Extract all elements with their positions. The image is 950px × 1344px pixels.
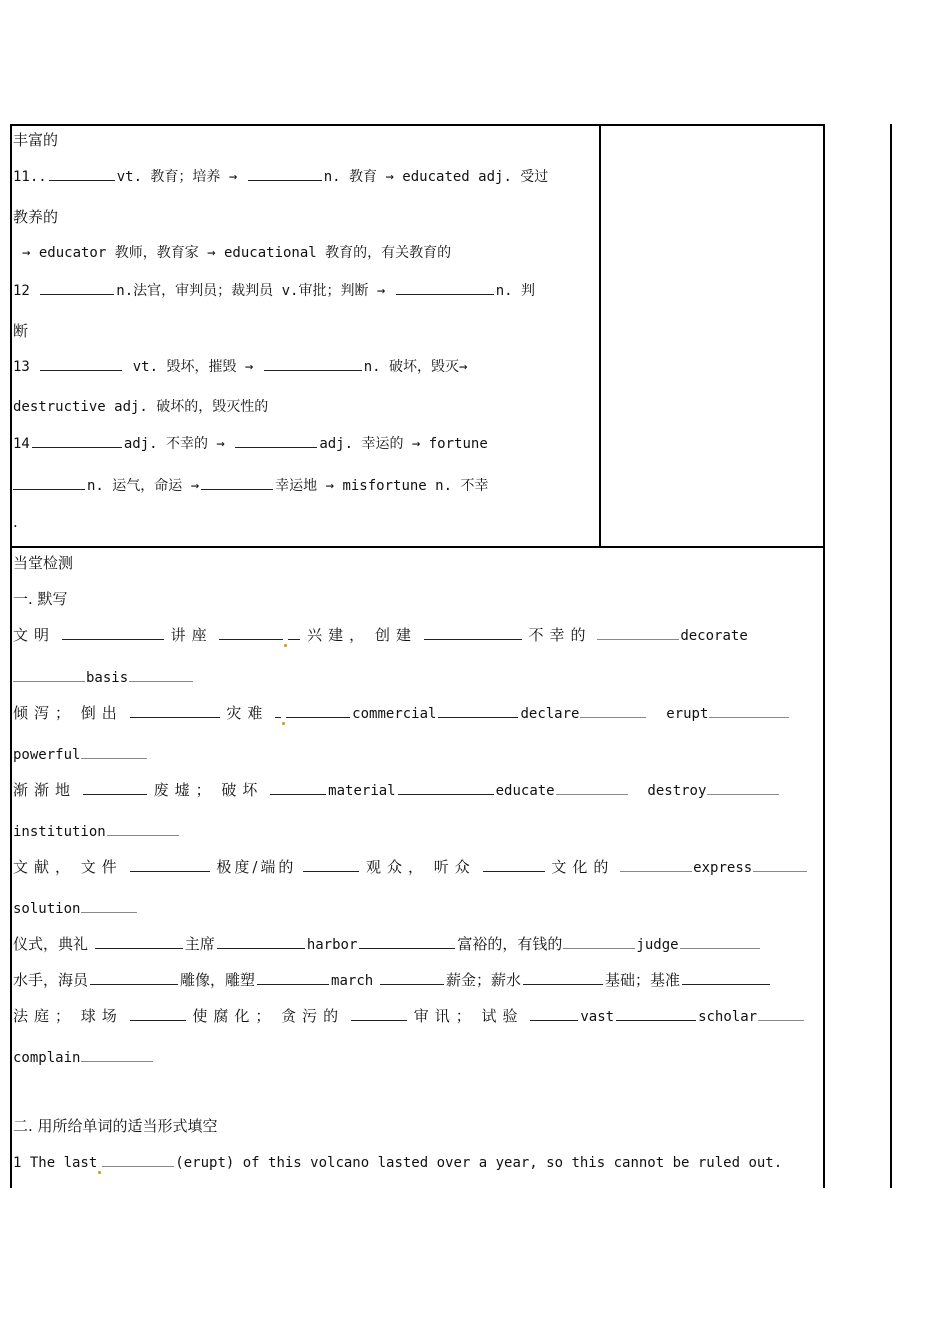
answer-blank[interactable] [380, 969, 444, 985]
vocab-line-13 [13, 355, 467, 377]
answer-blank[interactable] [616, 1005, 696, 1021]
prompt-word: 审讯； [413, 1007, 477, 1025]
prompt-word: 雕像，雕塑 [180, 971, 256, 989]
answer-blank[interactable] [438, 702, 518, 718]
prompt-word: 文化的 [551, 858, 615, 876]
prompt-word: 试验 [481, 1007, 524, 1025]
vocab-text: 幸运地 → misfortune n. 不幸 [275, 478, 489, 494]
check-title: 当堂检测 [13, 554, 74, 572]
vocab-text: vt. 教育；培养 → [116, 169, 238, 185]
prompt-word: 水手，海员 [13, 971, 89, 989]
prompt-word: harbor [306, 937, 358, 953]
answer-blank[interactable] [13, 666, 85, 682]
dictation-row [13, 969, 772, 991]
vocab-text: 14 [13, 436, 30, 452]
prompt-word: declare [520, 706, 580, 722]
answer-blank[interactable] [359, 933, 455, 949]
prompt-word: 听众 [433, 858, 476, 876]
dictation-row [13, 743, 148, 765]
answer-blank[interactable] [556, 779, 628, 795]
vocab-text: 丰富的 [13, 131, 59, 149]
vocab-line [22, 242, 451, 264]
answer-blank[interactable] [275, 702, 281, 718]
answer-blank[interactable] [257, 969, 329, 985]
prompt-word: decorate [680, 628, 748, 644]
prompt-word: 贪污的 [281, 1007, 345, 1025]
answer-blank[interactable] [130, 702, 220, 718]
mark-dot [284, 644, 287, 647]
answer-blank[interactable] [13, 474, 85, 490]
prompt-word: 讲座 [170, 626, 213, 644]
answer-blank[interactable] [286, 702, 350, 718]
answer-blank[interactable] [81, 743, 147, 759]
prompt-word: powerful [13, 747, 81, 763]
dictation-row [13, 820, 180, 842]
page-margin-line [890, 124, 892, 1188]
answer-blank[interactable] [523, 969, 603, 985]
vocab-text: n. 判 [495, 283, 536, 299]
prompt-word: 兴建， [307, 626, 371, 644]
vocab-text: n. 破坏，毁灭→ [363, 359, 468, 375]
prompt-word: erupt [666, 706, 709, 722]
prompt-word: complain [13, 1050, 81, 1066]
table-column-divider [599, 124, 601, 548]
answer-blank[interactable] [235, 432, 317, 448]
dictation-row [13, 897, 138, 919]
table-left-border [10, 124, 12, 1188]
question-1 [13, 1151, 782, 1173]
prompt-word: 创建 [374, 626, 417, 644]
vocab-text: n. 运气，命运 → [87, 478, 200, 494]
vocab-line [13, 129, 58, 151]
answer-blank[interactable] [580, 702, 646, 718]
prompt-word: 倒出 [80, 704, 123, 722]
answer-blank[interactable] [248, 165, 322, 181]
question-text: 1 The last [13, 1155, 98, 1171]
prompt-word: 不幸的 [528, 626, 592, 644]
prompt-word: vast [580, 1009, 615, 1025]
vocab-text: vt. 毁坏，摧毁 → [132, 359, 254, 375]
vocab-line [13, 206, 58, 228]
prompt-word: destroy [647, 783, 707, 799]
answer-blank[interactable] [424, 624, 522, 640]
answer-blank[interactable] [129, 666, 193, 682]
answer-blank[interactable] [95, 933, 183, 949]
prompt-word: 灾难 [226, 704, 269, 722]
prompt-word: material [328, 783, 396, 799]
prompt-word: march [331, 973, 374, 989]
part-two-heading [13, 1115, 218, 1137]
prompt-word: basis [86, 670, 129, 686]
answer-blank[interactable] [40, 355, 122, 371]
prompt-word: scholar [698, 1009, 758, 1025]
answer-blank[interactable] [620, 856, 692, 872]
prompt-word: 文明 [13, 626, 56, 644]
prompt-word: 基础；基准 [604, 971, 680, 989]
answer-blank[interactable] [288, 624, 300, 640]
prompt-word: 破坏 [221, 781, 264, 799]
part-one-heading [13, 588, 68, 610]
prompt-word: express [693, 860, 753, 876]
prompt-word: judge [636, 937, 679, 953]
vocab-line-11 [13, 165, 548, 187]
vocab-text: n. 教育 → educated adj. 受过 [323, 169, 549, 185]
dictation-row [13, 1046, 154, 1068]
answer-blank[interactable] [264, 355, 362, 371]
answer-blank[interactable] [32, 432, 122, 448]
answer-blank[interactable] [758, 1005, 804, 1021]
dictation-row [13, 702, 790, 724]
prompt-word: 仪式，典礼 [13, 935, 89, 953]
answer-blank[interactable] [483, 856, 545, 872]
vocab-text: destructive adj. 破坏的，毁灭性的 [13, 399, 269, 415]
vocab-line [13, 511, 18, 533]
answer-blank[interactable] [680, 933, 760, 949]
vocab-text: 12 [13, 283, 30, 299]
table-right-border [823, 124, 825, 1188]
part-one-title: 一. 默写 [13, 590, 68, 608]
dictation-row [13, 666, 194, 688]
prompt-word: 球场 [80, 1007, 123, 1025]
prompt-word: 渐渐地 [13, 781, 77, 799]
mark-dot [98, 1171, 101, 1174]
prompt-word: 法庭； [13, 1007, 77, 1025]
answer-blank[interactable] [107, 820, 179, 836]
vocab-text: 11.. [13, 169, 47, 185]
answer-blank[interactable] [102, 1151, 174, 1167]
answer-blank[interactable] [49, 165, 115, 181]
answer-blank[interactable] [83, 779, 147, 795]
answer-blank[interactable] [709, 702, 789, 718]
answer-blank[interactable] [81, 1046, 153, 1062]
dictation-row [13, 624, 748, 646]
table-row-divider [10, 546, 825, 548]
answer-blank[interactable] [62, 624, 164, 640]
answer-blank[interactable] [398, 779, 494, 795]
prompt-word: 观众， [366, 858, 430, 876]
answer-blank[interactable] [303, 856, 359, 872]
vocab-text: → educator 教师，教育家 → educational 教育的，有关教育的 [22, 245, 452, 261]
prompt-word: 废墟； [153, 781, 217, 799]
answer-blank[interactable] [81, 897, 137, 913]
dictation-row [13, 1005, 805, 1027]
answer-blank[interactable] [597, 624, 679, 640]
answer-blank[interactable] [130, 856, 210, 872]
dictation-row [13, 779, 780, 801]
vocab-text: n.法官，审判员；裁判员 v.审批；判断 → [116, 283, 386, 299]
dictation-row [13, 856, 808, 878]
vocab-text: 教养的 [13, 208, 59, 226]
answer-blank[interactable] [396, 279, 494, 295]
vocab-line [13, 474, 488, 496]
answer-blank[interactable] [530, 1005, 578, 1021]
prompt-word: 倾泻； [13, 704, 77, 722]
part-two-title: 二. 用所给单词的适当形式填空 [13, 1117, 218, 1135]
vocab-text: 断 [13, 322, 29, 340]
answer-blank[interactable] [130, 1005, 186, 1021]
answer-blank[interactable] [753, 856, 807, 872]
answer-blank[interactable] [90, 969, 178, 985]
prompt-word: commercial [352, 706, 437, 722]
mark-dot [282, 722, 285, 725]
prompt-word: solution [13, 901, 81, 917]
answer-blank[interactable] [219, 624, 283, 640]
dictation-row [13, 933, 761, 955]
prompt-word: institution [13, 824, 106, 840]
answer-blank[interactable] [682, 969, 770, 985]
answer-blank[interactable] [270, 779, 326, 795]
vocab-text: adj. 幸运的 → fortune [319, 436, 488, 452]
answer-blank[interactable] [707, 779, 779, 795]
prompt-word: 薪金；薪水 [445, 971, 521, 989]
vocab-line [13, 320, 28, 342]
prompt-word: 文献， [13, 858, 77, 876]
vocab-text: 13 [13, 359, 30, 375]
table-top-border [10, 124, 825, 126]
prompt-word: 富裕的，有钱的 [457, 935, 563, 953]
prompt-word: 文件 [80, 858, 123, 876]
prompt-word: 极度/端的 [216, 858, 297, 876]
prompt-word: 使腐化； [192, 1007, 277, 1025]
prompt-word: educate [495, 783, 555, 799]
vocab-text: . [13, 513, 18, 531]
question-text: (erupt) of this volcano lasted over a year, so this cannot be ruled out. [175, 1155, 783, 1171]
answer-blank[interactable] [201, 474, 273, 490]
prompt-word: 主席 [184, 935, 215, 953]
vocab-line-12 [13, 279, 535, 301]
vocab-line [13, 396, 268, 418]
section-title [13, 552, 73, 574]
vocab-text: adj. 不幸的 → [123, 436, 225, 452]
answer-blank[interactable] [217, 933, 305, 949]
vocab-line-14 [13, 432, 488, 454]
answer-blank[interactable] [563, 933, 635, 949]
answer-blank[interactable] [351, 1005, 407, 1021]
answer-blank[interactable] [40, 279, 114, 295]
